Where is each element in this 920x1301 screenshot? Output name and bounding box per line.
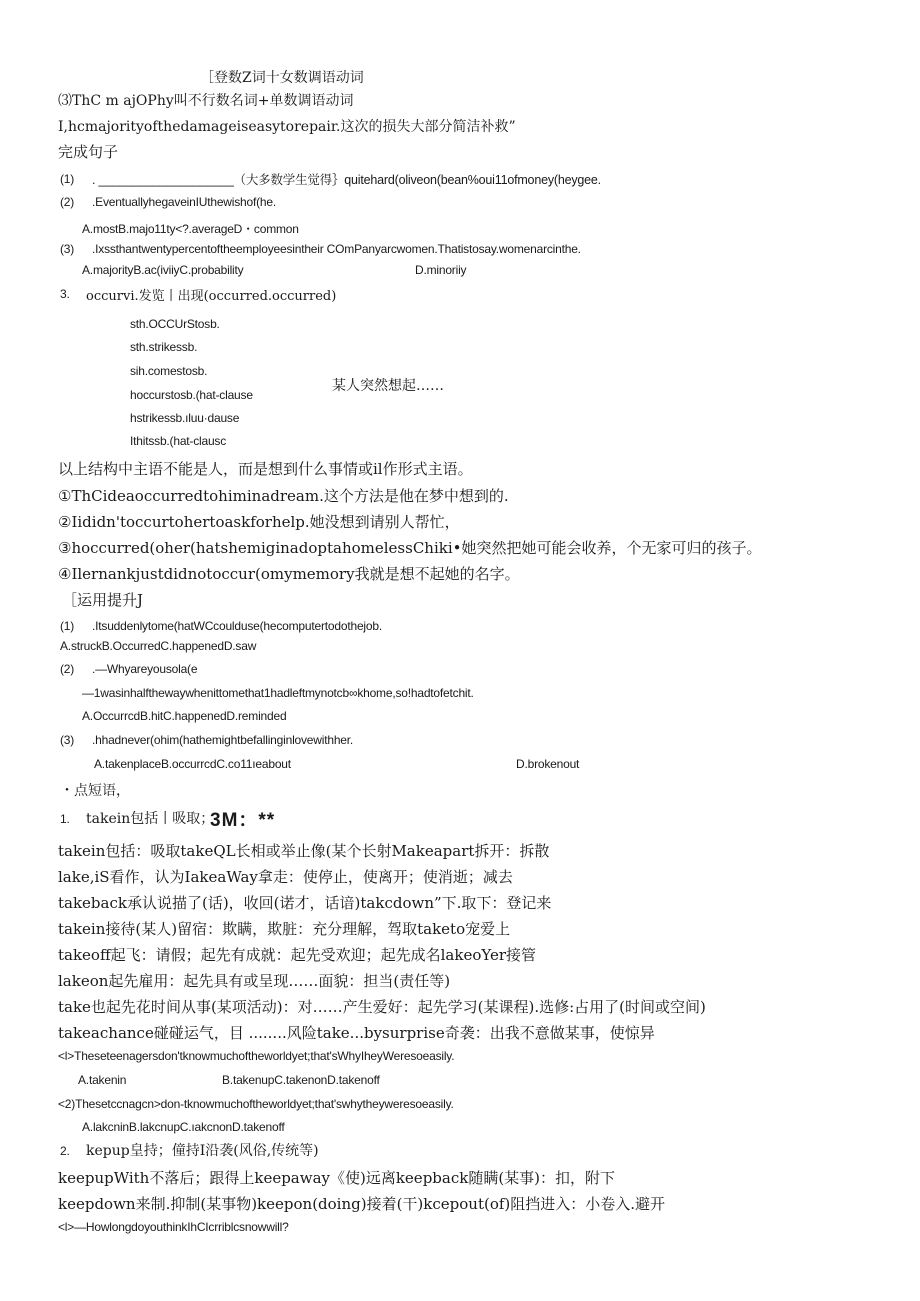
pattern-line: sth.OCCUrStosb.	[130, 317, 220, 331]
answer-options: A.mostB.majo11ty<?.averageD・common	[82, 222, 299, 236]
example-sentence: I,hcmajorityofthedamageiseasytorepair.这次的损失大部分简洁补救”	[58, 119, 516, 135]
question-number: (3)	[60, 242, 75, 256]
answer-options: A.lakcninB.lakcnupC.ıakcnonD.takenoff	[82, 1120, 285, 1134]
example-sentence: ②Iididn'toccurtohertoaskforhelp.她没想到请别人帮忙，	[58, 513, 460, 531]
phrase-definition: keepdown来制.抑制(某事物)keepon(doing)接着(干)kcepout(of)阻挡进入：小卷入.避开	[58, 1195, 666, 1213]
answer-option-d: D.minoriiy	[415, 263, 467, 277]
section-heading: ・点短语，	[60, 783, 130, 799]
usage-note: 以上结构中主语不能是人，而是想到什么事情或il作形式主语。	[58, 460, 473, 478]
pattern-meaning: 某人突然想起……	[332, 378, 444, 394]
question-text: . ____________________（大多数学生觉得｝quitehard(oliveon(bean%oui11ofmoney(heygee.	[92, 173, 601, 187]
question-text: <l>—HowlongdoyouthinkIhCIcrriblcsnowwill?	[58, 1220, 289, 1234]
question-text: .—Whyareyousola(e	[92, 662, 198, 676]
phrase-definition: keepupWith不落后；跟得上keepaway《使)远离keepback随瞒(某事)：扣，附下	[58, 1169, 616, 1187]
question-text: <l>Theseteenagersdon'tknowmuchoftheworldyet;that'sWhyIheyWeresoeasily.	[58, 1049, 455, 1063]
phrase-definition: takeback承认说描了(话)，收回(诺才，话谙)takcdown”下.取下：登记来	[58, 894, 552, 912]
phrase-definition: takeoff起飞：请假；起先有成就：起先受欢迎；起先成名lakeoYer接管	[58, 946, 537, 964]
question-text: .Itsuddenlytome(hatWCcoulduse(hecomputertodothejob.	[92, 619, 382, 633]
question-number: (3)	[60, 733, 75, 747]
pattern-line: Ithitssb.(hat-clausc	[130, 434, 227, 448]
pattern-line: sih.comestosb.	[130, 364, 208, 378]
question-number: (1)	[60, 172, 75, 186]
pattern-line: sth.strikessb.	[130, 340, 198, 354]
item-number: 2.	[60, 1144, 70, 1158]
phrase-definition: takein包括：吸取takeQL长相或举止像(某个长射Makeapart拆开：拆散	[58, 842, 550, 860]
pattern-line: hstrikessb.ıluu·dause	[130, 411, 240, 425]
phrase-entry: kepup皇持；僮持I沿袭(风俗,传统等)	[86, 1143, 319, 1159]
answer-options: B.takenupC.takenonD.takenoff	[222, 1073, 380, 1087]
practice-heading: ［运用提升J	[62, 591, 144, 609]
item-number: 1.	[60, 812, 70, 826]
answer-option-a: A.takenin	[78, 1073, 127, 1087]
item-number: 3.	[60, 287, 70, 301]
question-number: (1)	[60, 619, 75, 633]
phrase-definition: take也起先花时间从事(某项活动)：对……产生爱好：起先学习(某课程).选修:占用了(时间或空间)	[58, 998, 706, 1016]
section-heading: ［登数Z词十女数调语动词	[200, 70, 364, 86]
example-sentence: ①ThCideaoccurredtohiminadream.这个方法是他在梦中想到的.	[58, 487, 509, 505]
question-text: .EventuallyhegaveinIUthewishof(he.	[92, 195, 276, 209]
answer-options: A.takenplaceB.occurrcdC.co11ıeabout	[94, 757, 291, 771]
phrase-definition: takein接待(某人)留宿：欺瞒，欺脏：充分理解，驾取taketo宠爱上	[58, 920, 511, 938]
pattern-line: hoccurstosb.(hat-clause	[130, 388, 253, 402]
question-text: —1wasinhalfthewaywhenittomethat1hadleftmynotcb∞khome,so!hadtofetchit.	[82, 686, 474, 700]
answer-options: A.majorityB.ac(iviiyC.probability	[82, 263, 244, 277]
answer-option-d: D.brokenout	[516, 757, 580, 771]
grammar-rule: ⑶ThC m ajOPhy叫不行数名词+单数调语动词	[58, 93, 354, 109]
question-number: (2)	[60, 662, 75, 676]
phrase-mark: 3M：**	[210, 810, 276, 831]
question-text: .Ixssthantwentypercentoftheemployeesintheir COmPanyarcwomen.Thatistosay.womenarcinthe.	[92, 242, 581, 256]
answer-options: A.struckB.OccurredC.happenedD.saw	[60, 639, 257, 653]
example-sentence: ④Ilernankjustdidnotoccur(omymemory我就是想不起她的名字。	[58, 565, 520, 583]
exercise-heading: 完成句子	[58, 143, 119, 161]
phrase-entry: takein包括丨吸取；	[86, 811, 215, 827]
example-sentence: ③hoccurred(oher(hatshemiginadoptahomelessChiki•她突然把她可能会收养，个无家可归的孩子。	[58, 539, 762, 557]
phrase-definition: takeachance碰碰运气，目 ........风险take...bysurprise奇袭：出我不意做某事，使惊异	[58, 1024, 655, 1042]
vocab-entry: occurvi.发览丨出现(occurred.occurred)	[86, 289, 337, 304]
question-number: (2)	[60, 195, 75, 209]
question-text: .hhadnever(ohim(hathemightbefallinginlovewithher.	[92, 733, 354, 747]
question-text: <2)Thesetccnagcn>don-tknowmuchoftheworldyet;that'swhytheyweresoeasily.	[58, 1097, 454, 1111]
phrase-definition: lakeon起先雇用：起先具有或呈现……面貌：担当(责任等)	[58, 972, 451, 990]
answer-options: A.OccurrcdB.hitC.happenedD.reminded	[82, 709, 287, 723]
phrase-definition: lake,iS看作，认为IakeaWay拿走：使停止，使离开；使消逝；减去	[58, 868, 513, 886]
